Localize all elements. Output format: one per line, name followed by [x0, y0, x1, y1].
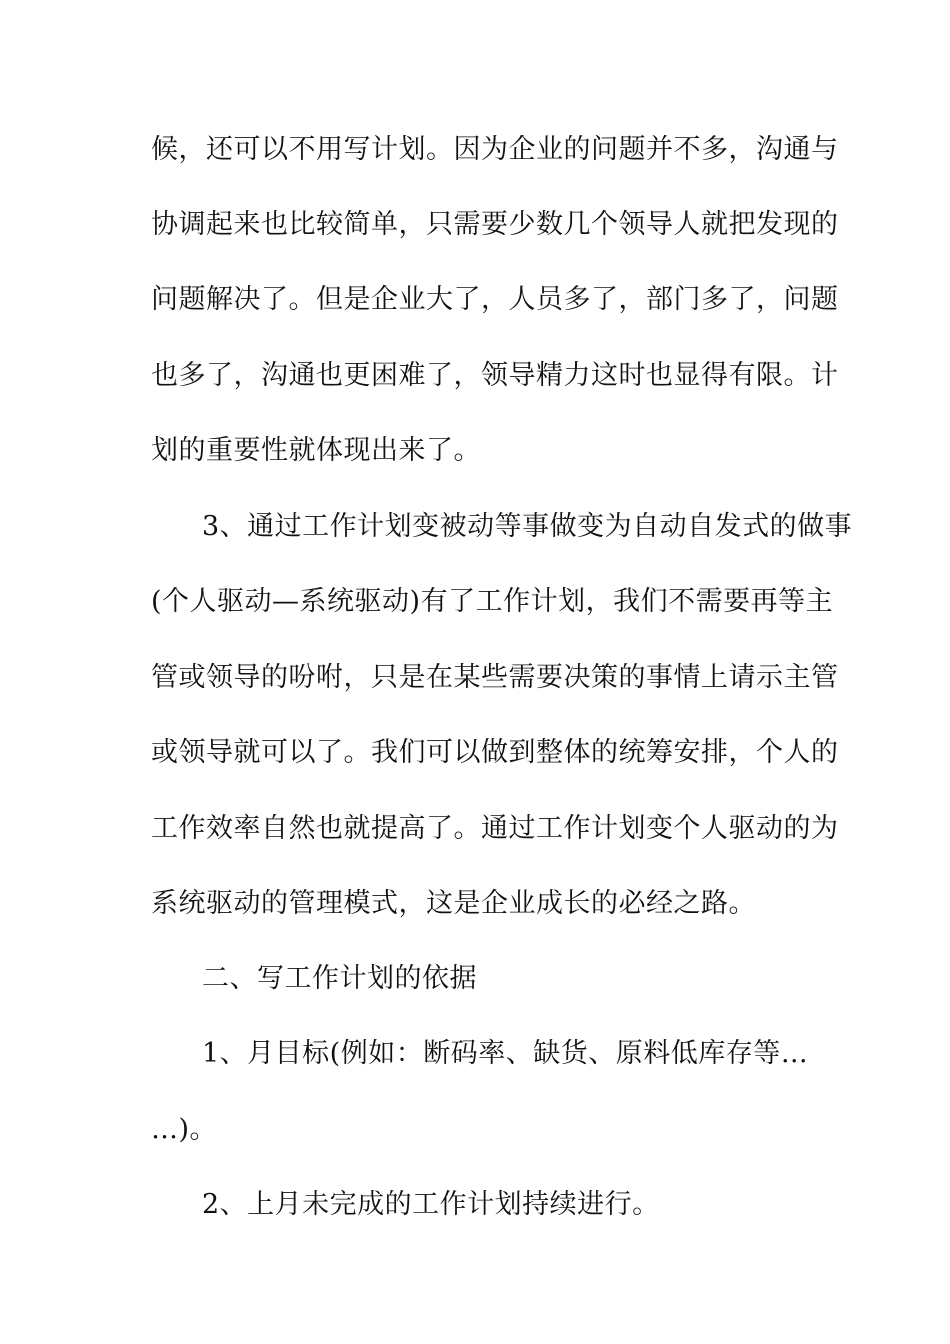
- text-line: 2、上月未完成的工作计划持续进行。: [202, 1189, 660, 1220]
- text-line: (个人驱动—系统驱动)有了工作计划，我们不需要再等主: [151, 586, 834, 617]
- text-line: 划的重要性就体现出来了。: [151, 435, 481, 466]
- text-line: 问题解决了。但是企业大了，人员多了，部门多了，问题: [151, 284, 839, 315]
- section-heading: 二、写工作计划的依据: [202, 963, 477, 994]
- text-line: 工作效率自然也就提高了。通过工作计划变个人驱动的为: [151, 813, 839, 844]
- text-line: 管或领导的吩咐，只是在某些需要决策的事情上请示主管: [151, 662, 839, 693]
- text-line: 或领导就可以了。我们可以做到整体的统筹安排，个人的: [151, 737, 839, 768]
- text-line: 3、通过工作计划变被动等事做变为自动自发式的做事: [202, 511, 853, 542]
- text-line: …)。: [151, 1114, 218, 1145]
- text-line: 候，还可以不用写计划。因为企业的问题并不多，沟通与: [151, 134, 839, 165]
- text-line: 协调起来也比较简单，只需要少数几个领导人就把发现的: [151, 209, 839, 240]
- text-line: 1、月目标(例如：断码率、缺货、原料低库存等…: [202, 1038, 809, 1069]
- text-line: 系统驱动的管理模式，这是企业成长的必经之路。: [151, 888, 756, 919]
- text-line: 也多了，沟通也更困难了，领导精力这时也显得有限。计: [151, 360, 839, 391]
